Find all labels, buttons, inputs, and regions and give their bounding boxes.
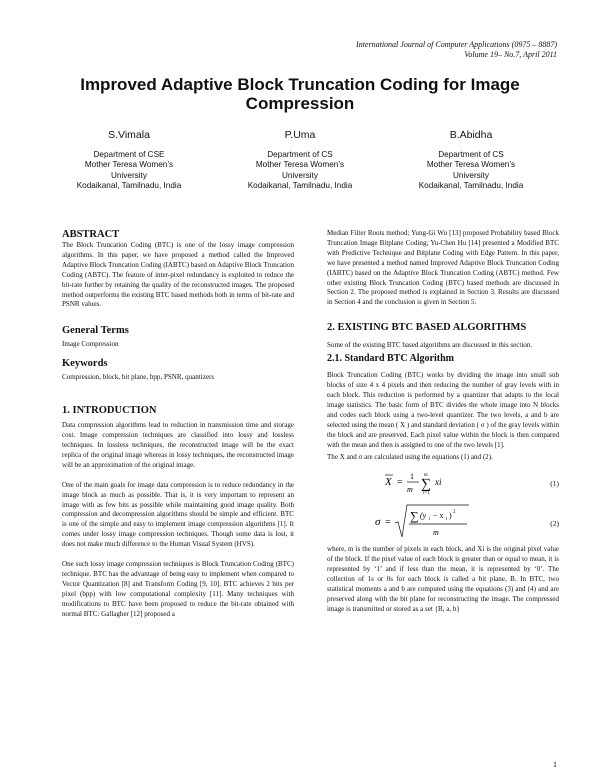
- svg-text:m: m: [433, 528, 439, 538]
- general-terms-heading: General Terms: [62, 325, 129, 337]
- journal-volume: Volume 19– No.7, April 2011: [464, 50, 557, 59]
- svg-text:∑: ∑: [421, 477, 431, 493]
- author-affiliation: Department of CSE Mother Teresa Women’s University Kodaikanal, Tamilnadu, India: [76, 150, 182, 191]
- running-header: [356, 40, 557, 60]
- abstract-text: The Block Truncation Coding (BTC) is one of the lossy image compression algorithms. In this paper, we have proposed a method called the Improved Adaptive Block Truncation Coding (IABTC) based on Adaptive Block Truncation Coding (ABTC). The feature of inter-pixel redundancy is exploited to reduce the bit-rate further by retaining the quality of the reconstructed images. The proposed method outperforms the existing BTC based methods both in terms of bit-rate and PSNR values.: [62, 241, 294, 309]
- svg-text:m: m: [407, 485, 413, 495]
- svg-text:i: i: [429, 517, 431, 523]
- equation-2-number: (2): [550, 519, 559, 529]
- svg-text:=: =: [397, 477, 403, 489]
- section-2-1-heading: 2.1. Standard BTC Algorithm: [327, 353, 454, 365]
- equation-1-formula: [327, 467, 507, 501]
- introduction-heading: 1. INTRODUCTION: [62, 405, 157, 417]
- author-affiliation: Department of CS Mother Teresa Women’s University Kodaikanal, Tamilnadu, India: [247, 150, 353, 191]
- section-2-1-paragraph-1: Block Truncation Coding (BTC) works by dividing the image into small sub blocks of size 4 x 4 pixels and then reducing the number of gray levels with in each block. This reduction is performed by a quantizer that adapts to the local image statistics. The basic form of BTC divides the whole image into N blocks and codes each block using a two-level quantizer. The two levels, a and b are selected using the mean ( X ) and standard deviation ( σ ) of the gray levels within the block and are preserved. Each pixel value within the block is then compared with the mean and then is assigned to one of the two levels [1].: [327, 371, 559, 449]
- svg-text:σ: σ: [375, 516, 381, 529]
- equation-1: [327, 467, 559, 501]
- author-2: [215, 129, 385, 192]
- svg-text:=: =: [385, 517, 391, 529]
- author-affiliation: Department of CS Mother Teresa Women’s University Kodaikanal, Tamilnadu, India: [418, 150, 524, 191]
- keywords-text: Compression, block, bit plane, bpp, PSNR, quantizers: [62, 373, 215, 382]
- svg-text:2: 2: [453, 510, 456, 516]
- section-2-intro: Some of the existing BTC based algorithms are discussed in this section.: [327, 341, 533, 350]
- svg-text:): ): [449, 511, 452, 521]
- intro-paragraph-2: One of the main goals for image data compression is to reduce redundancy in the image block as much as possible. That is, it is very important to represent an image with as few bits as possible while maintaining good image quality. Both compression and decompression algorithms should be simple and efficient. BTC is one of the simple and easy to implement image compression algorithms [1]. It comes under lossy image compression techniques. Though some data is lost, it does not make much difference to the Human Visual System (HVS).: [62, 480, 294, 549]
- equation-2-formula: [327, 503, 507, 543]
- svg-text:m: m: [424, 473, 428, 479]
- journal-name: International Journal of Computer Applications (0975 – 8887): [356, 40, 557, 49]
- svg-text:(y: (y: [420, 511, 427, 521]
- author-1: [44, 129, 214, 192]
- author-name: S.Vimala: [108, 129, 150, 141]
- keywords-heading: Keywords: [62, 358, 108, 370]
- paper-title: Improved Adaptive Block Truncation Coding for Image Compression: [80, 75, 520, 113]
- right-column: [327, 229, 559, 615]
- author-block: [44, 129, 556, 199]
- left-column: [62, 229, 294, 619]
- svg-text:i: i: [446, 517, 448, 523]
- page-number: 1: [553, 760, 557, 769]
- intro-paragraph-1: Data compression algorithms lead to reduction in transmission time and storage cost. Image compression techniques are classified into lossy and lossless techniques. In lossless techniques, the reconstructed image will be the exact replica of the original image whereas in lossy techniques, the reconstructed image will be an approximation of the original image.: [62, 421, 294, 469]
- svg-text:i=1: i=1: [423, 491, 430, 497]
- intro-continuation: Median Filter Roots method; Yung-Gi Wu [13] proposed Probability based Block Truncation Image Bitplane Coding; Yu-Chen Hu [14] presented a Modified BTC with Predictive Technique and Bitplane Coding with Edge Pattern. In this paper, we have presented a method named Improved Adaptive Block Truncation Coding (IABTC) based on the Adaptive Block Truncation Coding (ABTC) method. Few other existing Block Truncation Coding (BTC) based methods are discussed in Section 2. The proposed method is explained in Section 3. Results are discussed in Section 4 and the conclusion is given in Section 5.: [327, 229, 559, 307]
- general-terms-text: Image Compression: [62, 340, 119, 349]
- section-2-heading: 2. EXISTING BTC BASED ALGORITHMS: [327, 322, 527, 334]
- abstract-heading: ABSTRACT: [62, 229, 120, 240]
- svg-text:1: 1: [410, 472, 414, 482]
- svg-text:X: X: [385, 476, 392, 489]
- svg-text:− x: − x: [433, 511, 444, 521]
- section-2-1-paragraph-2: The X and σ are calculated using the equations (1) and (2).: [327, 453, 493, 462]
- svg-text:∑: ∑: [410, 509, 419, 524]
- author-name: B.Abidha: [449, 129, 493, 141]
- equation-1-number: (1): [550, 479, 559, 489]
- author-name: P.Uma: [284, 129, 316, 141]
- svg-text:xi: xi: [435, 477, 442, 488]
- intro-paragraph-3: One such lossy image compression techniques is Block Truncation Coding (BTC) technique. BTC has the advantage of being easy to implement when compared to Vector Quantization [8] and Transform Coding [9, 10]. BTC achieves 2 bits per pixel (bpp) with low computational complexity [11]. Many techniques with modifications to BTC have been proposed to reduce the bit-rate obtained with normal BTC: Gallagher [12] proposed a: [62, 560, 294, 618]
- equation-2: [327, 503, 559, 543]
- author-3: [386, 129, 556, 192]
- section-2-1-paragraph-3: where, m is the number of pixels in each block, and Xi is the original pixel value of the block. If the pixel value of each block is greater than or equal to mean, it is represented by ‘1’ and if less than the mean, it is represented by ‘0’. The collection of 1s or 0s for each block is called a bit plane, B. In BTC, two statistical moments a and b are computed using the equations (3) and (4) and are preserved along with the bit plane for reconstructing the image. The compressed image is transmitted or stored as a set {B, a, b}: [327, 545, 559, 613]
